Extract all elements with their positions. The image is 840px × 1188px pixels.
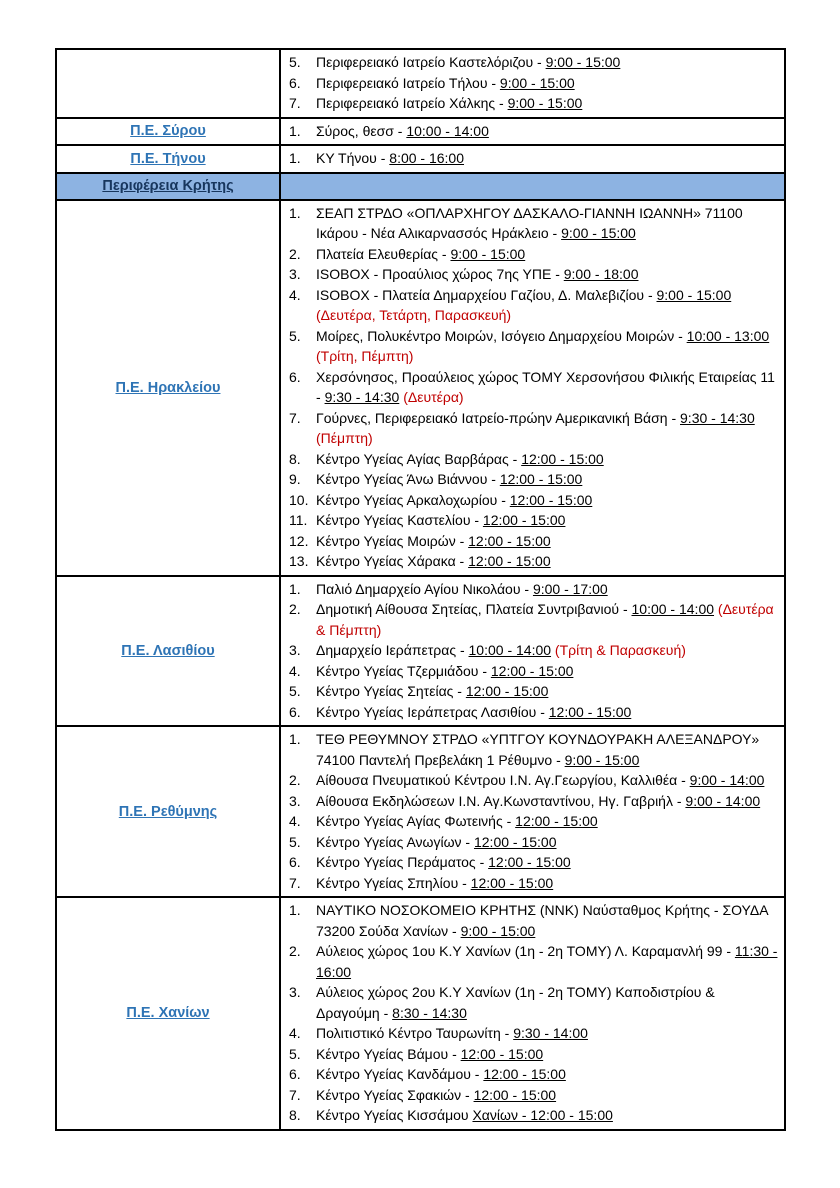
region-label-cell [56,118,280,146]
item-number: 1. [289,122,301,139]
item-text [316,367,778,408]
item-location: Κέντρο Υγείας Βάμου - [316,1045,461,1062]
item-text [316,941,778,982]
item-location: Κέντρο Υγείας Αρκαλοχωρίου - [316,491,510,508]
locations-cell [280,49,785,118]
item-location: Κέντρο Υγείας Αγίας Βαρβάρας - [316,450,522,467]
locations-cell [280,118,785,146]
location-item [289,661,778,682]
region-label-cell [56,200,280,576]
item-number: 1. [289,902,301,918]
item-number: 11. [289,512,308,528]
item-hours: 9:00 - 15:00 [564,751,640,768]
item-number: 10. [289,491,309,508]
locations-cell [280,173,785,200]
item-text [316,1064,778,1085]
item-number: 5. [289,833,301,850]
item-text [316,852,778,873]
location-item [289,900,778,941]
location-item [289,832,778,853]
item-number: 2. [289,245,301,262]
item-hours: 12:00 - 15:00 [515,813,598,829]
item-text [316,982,778,1023]
item-location: Αίθουσα Πνευματικού Κέντρου Ι.Ν. Αγ.Γεωργίου, Καλλιθέα - [316,772,690,788]
item-location: Πολιτιστικό Κέντρο Ταυρωνίτη - [316,1025,514,1041]
item-number: 6. [289,74,301,91]
location-item [289,73,778,94]
item-number: 6. [289,368,301,385]
item-text [316,449,778,470]
item-text [316,408,778,449]
item-text [316,510,778,531]
item-number: 1. [289,150,301,166]
region-label-cell [56,576,280,727]
item-days-note: (Δευτέρα & Πέμπτη) [316,601,774,638]
locations-cell [280,200,785,576]
locations-cell [280,145,785,173]
item-location: Παλιό Δημαρχείο Αγίου Νικολάου - [316,580,533,597]
item-number: 4. [289,813,301,829]
region-label-cell [56,726,280,897]
location-item [289,244,778,265]
item-location: Κέντρο Υγείας Κανδάμου - [316,1066,484,1082]
item-number: 8. [289,450,301,467]
item-location: Χερσόνησος, Προαύλειος χώρος ΤΟΜΥ Χερσονήσου Φιλικής Εταιρείας 11 - [316,368,775,405]
item-number: 1. [289,731,301,747]
item-days-note: (Δευτέρα) [403,389,464,405]
item-number: 4. [289,286,301,303]
location-item [289,873,778,894]
region-link[interactable]: Π.Ε. Χανίων [126,1005,210,1022]
item-location: Γούρνες, Περιφερειακό Ιατρείο-πρώην Αμερικανική Βάση - [316,409,681,426]
item-number: 2. [289,772,301,788]
item-text [316,811,778,832]
item-location: Πλατεία Ελευθερίας - [316,245,451,262]
item-hours: 12:00 - 15:00 [509,491,593,508]
item-text [316,326,778,367]
location-item [289,941,778,982]
location-item [289,640,778,661]
item-text [316,551,778,572]
item-hours: 9:00 - 14:00 [685,792,761,809]
region-row [56,145,785,173]
item-hours: 12:00 - 15:00 [483,1066,566,1082]
location-item [289,264,778,285]
item-hours: 10:00 - 14:00 [631,601,715,617]
region-row [56,726,785,897]
item-number: 1. [289,580,301,597]
item-days-note: (Τρίτη, Πέμπτη) [316,348,414,364]
item-text [316,729,778,770]
location-item [289,551,778,572]
item-number: 5. [289,1045,301,1062]
item-number: 3. [289,266,301,282]
item-number: 2. [289,943,301,959]
item-text [316,832,778,853]
item-text [316,873,778,894]
item-location: Κέντρο Υγείας Σφακιών - [316,1086,474,1103]
item-location: Δημοτική Αίθουσα Σητείας, Πλατεία Συντριβανιού - [316,601,632,617]
item-location: Κέντρο Υγείας Περάματος - [316,854,489,870]
item-text [316,285,778,326]
item-location: ΚΥ Τήνου - [316,150,390,166]
item-number: 3. [289,792,301,809]
location-item [289,203,778,244]
item-hours: 9:00 - 17:00 [532,580,608,597]
location-item [289,681,778,702]
item-text [316,264,778,285]
item-text [316,661,778,682]
item-text [316,93,778,114]
item-hours: 12:00 - 15:00 [465,683,549,699]
item-number: 7. [289,1086,301,1103]
item-number: 5. [289,327,301,344]
item-hours: 10:00 - 14:00 [468,642,552,658]
item-text [316,1044,778,1065]
item-number: 1. [289,204,301,221]
item-number: 9. [289,471,301,487]
location-item [289,93,778,114]
item-number: 13. [289,553,309,569]
item-text [316,1105,778,1126]
item-location: Κέντρο Υγείας Ανωγίων - [316,833,474,850]
item-hours: 9:00 - 15:00 [561,225,636,241]
region-row [56,49,785,118]
region-label-cell [56,897,280,1130]
item-location: Αύλειος χώρος 1ου Κ.Υ Χανίων (1η - 2η ΤΟΜΥ) Λ. Καραμανλή 99 - [316,943,735,959]
item-text [316,681,778,702]
item-text [316,579,778,600]
item-text [316,599,778,640]
item-hours: 9:30 - 14:00 [513,1025,588,1041]
location-item [289,326,778,367]
item-location: Κέντρο Υγείας Άνω Βιάννου - [316,471,500,487]
item-text [316,203,778,244]
item-location: Σύρος, θεσσ - [316,122,407,139]
item-location: Κέντρο Υγείας Σπηλίου - [316,874,471,891]
location-item [289,729,778,770]
region-row [56,118,785,146]
item-number: 4. [289,662,301,679]
item-text [316,1023,778,1044]
item-number: 3. [289,984,301,1000]
item-number: 6. [289,703,301,720]
item-hours: 9:00 - 15:00 [507,95,583,111]
item-location: ISOBOX - Πλατεία Δημαρχείου Γαζίου, Δ. Μαλεβιζίου - [316,286,657,303]
location-item [289,469,778,490]
region-link[interactable]: Π.Ε. Λασιθίου [121,642,215,659]
item-location: Κέντρο Υγείας Καστελίου - [316,512,483,528]
location-item [289,531,778,552]
item-number: 6. [289,1066,301,1082]
item-text [316,121,778,142]
item-location: ΝΑΥΤΙΚΟ ΝΟΣΟΚΟΜΕΙΟ ΚΡΗΤΗΣ (ΝΝΚ) Ναύσταθμος Κρήτης - ΣΟΥΔΑ 73200 Σούδα Χανίων - [316,902,768,939]
location-item [289,1105,778,1126]
region-row [56,200,785,576]
table-body [56,49,785,1130]
item-text [316,490,778,511]
location-item [289,121,778,142]
item-location: Περιφερειακό Ιατρείο Καστελόριζου - [316,54,546,70]
item-location: Κέντρο Υγείας Χάρακα - [316,553,469,569]
item-text [316,73,778,94]
item-hours: 9:00 - 15:00 [460,922,536,939]
item-number: 8. [289,1107,301,1123]
item-hours: 10:00 - 13:00 [686,327,770,344]
item-hours: 12:00 - 15:00 [473,833,557,850]
item-number: 12. [289,532,309,549]
item-number: 6. [289,854,301,870]
item-text [316,1085,778,1106]
location-item [289,490,778,511]
item-location: Κέντρο Υγείας Μοιρών - [316,532,469,549]
location-item [289,1064,778,1085]
location-item [289,1085,778,1106]
region-link[interactable]: Π.Ε. Ηρακλείου [115,379,221,396]
item-hours: 8:30 - 14:30 [392,1004,467,1021]
item-location: ISOBOX - Προαύλιος χώρος 7ης ΥΠΕ - [316,266,564,282]
location-item [289,579,778,600]
location-item [289,367,778,408]
item-location: Κέντρο Υγείας Αγίας Φωτεινής - [316,813,516,829]
item-hours: 9:30 - 14:30 [324,389,400,405]
location-item [289,811,778,832]
item-hours: 12:00 - 15:00 [488,854,571,870]
item-days-note: (Δευτέρα, Τετάρτη, Παρασκευή) [316,307,512,323]
item-hours: 9:00 - 15:00 [656,286,732,303]
item-text [316,148,778,169]
item-number: 7. [289,95,301,111]
item-hours: 12:00 - 15:00 [521,450,604,467]
item-location: Περιφερειακό Ιατρείο Χάλκης - [316,95,508,111]
item-hours: Χανίων - 12:00 - 15:00 [472,1107,613,1123]
region-row [56,897,785,1130]
item-text [316,702,778,723]
location-item [289,702,778,723]
location-item [289,52,778,73]
item-number: 2. [289,601,301,617]
item-number: 5. [289,54,301,70]
item-location: Αύλειος χώρος 2ου Κ.Υ Χανίων (1η - 2η ΤΟΜΥ) Καποδιστρίου & Δραγούμη - [316,984,715,1021]
item-text [316,791,778,812]
item-hours: 12:00 - 15:00 [460,1045,544,1062]
item-number: 7. [289,409,301,426]
location-item [289,599,778,640]
item-hours: 9:00 - 15:00 [450,245,526,262]
item-location: Κέντρο Υγείας Σητείας - [316,683,466,699]
item-location: Αίθουσα Εκδηλώσεων Ι.Ν. Αγ.Κωνσταντίνου, Ηγ. Γαβριήλ - [316,792,686,809]
item-location: ΤΕΘ ΡΕΘΥΜΝΟΥ ΣΤΡΔΟ «ΥΠΤΓΟΥ ΚΟΥΝΔΟΥΡΑΚΗ ΑΛΕΞΑΝΔΡΟΥ» 74100 Παντελή Πρεβελάκη 1 Ρέθυμνο - [316,731,760,768]
item-hours: 11:30 - 16:00 [316,943,778,980]
region-link[interactable]: Π.Ε. Τήνου [130,150,206,167]
item-hours: 8:00 - 16:00 [389,150,465,166]
item-number: 7. [289,874,301,891]
location-item [289,852,778,873]
item-hours: 10:00 - 14:00 [406,122,489,139]
item-text [316,52,778,73]
region-row [56,576,785,727]
locations-cell [280,576,785,727]
item-hours: 12:00 - 15:00 [482,512,566,528]
item-location: Κέντρο Υγείας Τζερμιάδου - [316,662,491,679]
item-location: Δημαρχείο Ιεράπετρας - [316,642,469,658]
item-text [316,244,778,265]
item-hours: 9:00 - 18:00 [563,266,639,282]
region-link[interactable]: Π.Ε. Ρεθύμνης [118,803,218,820]
item-hours: 9:00 - 15:00 [499,74,575,91]
location-item [289,449,778,470]
item-days-note: (Τρίτη & Παρασκευή) [554,642,686,658]
item-text [316,770,778,791]
item-location: Μοίρες, Πολυκέντρο Μοιρών, Ισόγειο Δημαρχείου Μοιρών - [316,327,687,344]
location-item [289,791,778,812]
locations-cell [280,726,785,897]
item-hours: 12:00 - 15:00 [499,471,583,487]
item-location: Κέντρο Υγείας Κισσάμου [316,1107,473,1123]
location-item [289,770,778,791]
item-hours: 12:00 - 15:00 [490,662,574,679]
item-text [316,640,778,661]
locations-cell [280,897,785,1130]
item-number: 5. [289,683,301,699]
item-text [316,900,778,941]
item-hours: 12:00 - 15:00 [470,874,554,891]
location-item [289,285,778,326]
item-hours: 9:30 - 14:30 [680,409,755,426]
location-item [289,510,778,531]
item-location: Περιφερειακό Ιατρείο Τήλου - [316,74,500,91]
location-item [289,1023,778,1044]
item-location: Κέντρο Υγείας Ιεράπετρας Λασιθίου - [316,703,549,720]
region-link[interactable]: Π.Ε. Σύρου [130,123,206,140]
item-hours: 9:00 - 15:00 [545,54,621,70]
item-text [316,469,778,490]
item-hours: 12:00 - 15:00 [473,1086,557,1103]
item-hours: 9:00 - 14:00 [689,772,765,788]
item-hours: 12:00 - 15:00 [468,553,551,569]
item-days-note: (Πέμπτη) [316,430,373,446]
region-header-row [56,173,785,200]
location-item [289,408,778,449]
item-number: 3. [289,642,301,658]
region-label-cell [56,173,280,200]
item-hours: 12:00 - 15:00 [468,532,551,549]
item-number: 4. [289,1025,301,1041]
testing-locations-table [55,48,786,1131]
item-location: ΣΕΑΠ ΣΤΡΔΟ «ΟΠΛΑΡΧΗΓΟΥ ΔΑΣΚΑΛΟ-ΓΙΑΝΝΗ ΙΩΑΝΝΗ» 71100 Ικάρου - Νέα Αλικαρνασσός Ηράκλειο - [316,204,743,241]
location-item [289,148,778,169]
region-label-cell [56,145,280,173]
region-label-cell [56,49,280,118]
item-text [316,531,778,552]
region-header-link[interactable]: Περιφέρεια Κρήτης [102,177,234,194]
item-hours: 12:00 - 15:00 [548,703,632,720]
location-item [289,1044,778,1065]
location-item [289,982,778,1023]
